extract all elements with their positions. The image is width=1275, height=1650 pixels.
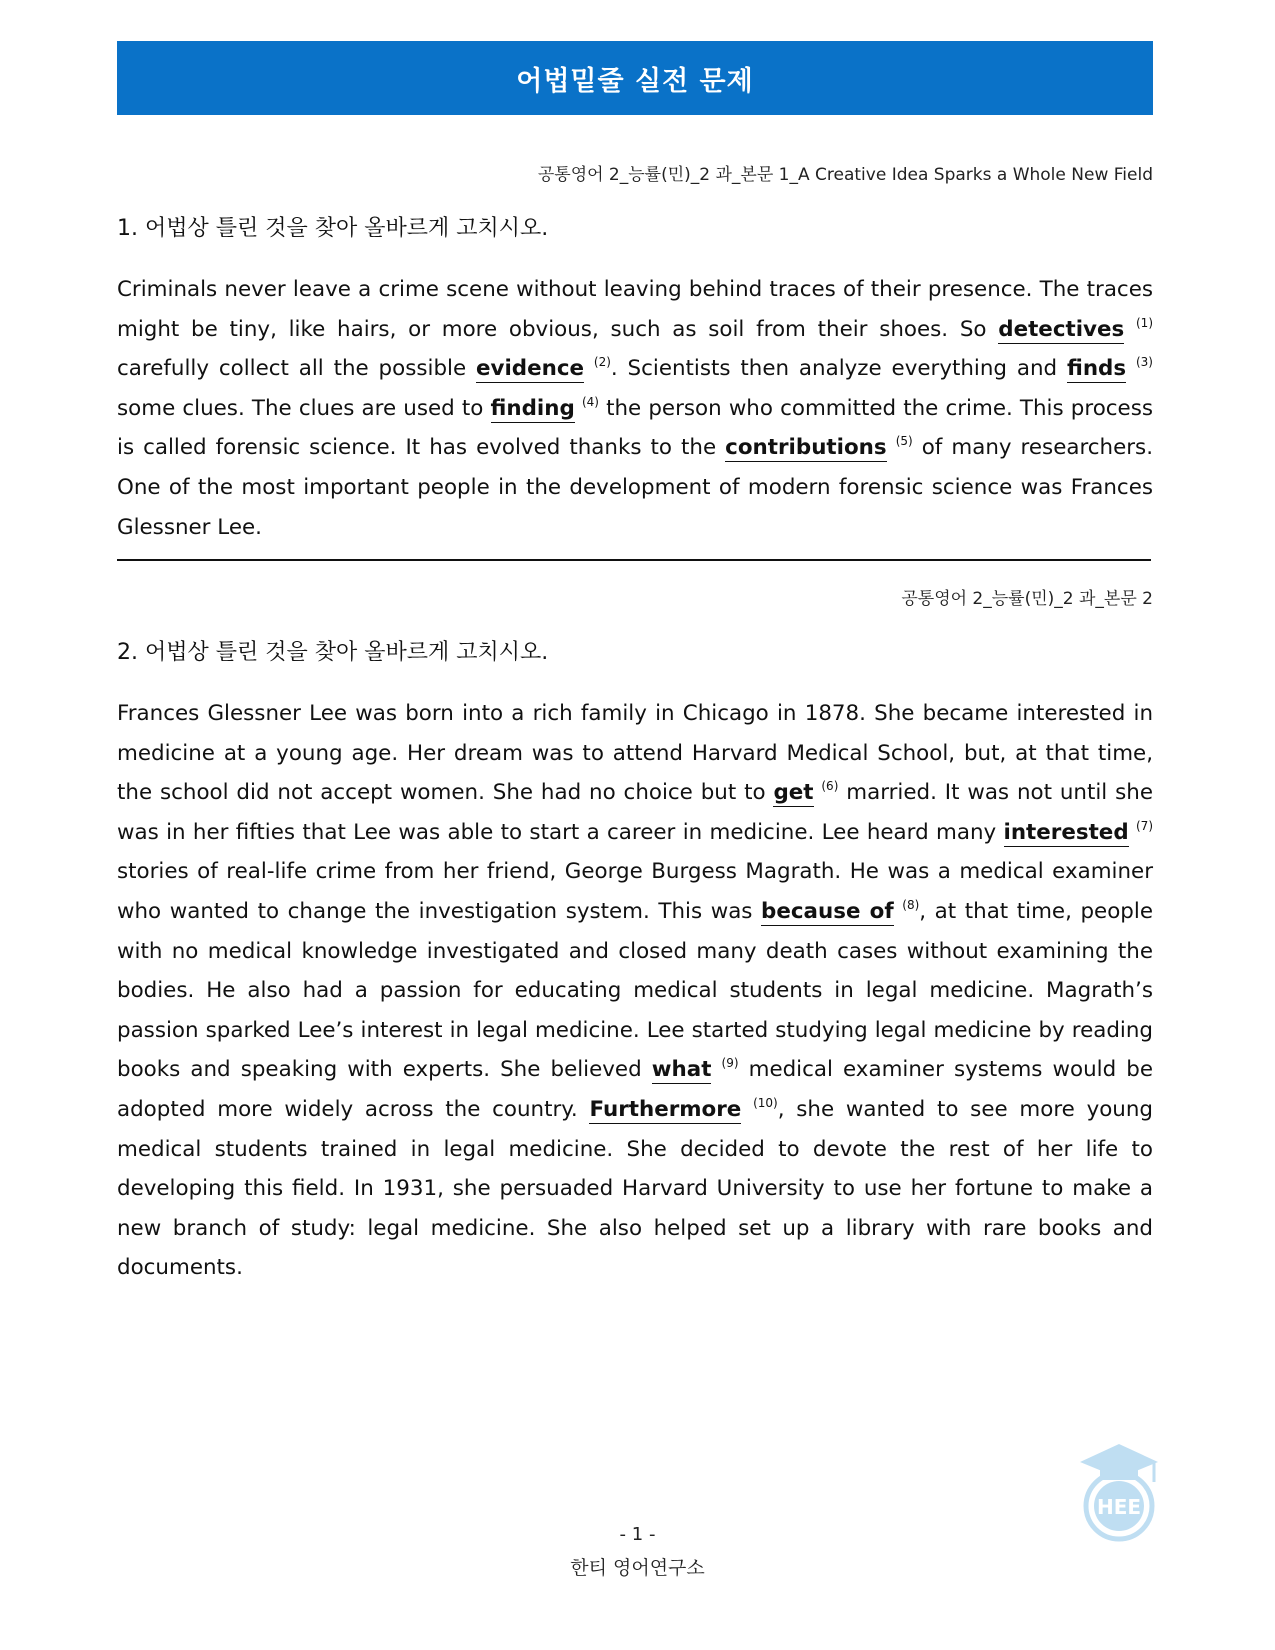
q1-passage (117, 270, 1153, 547)
passage-text: Frances Glessner Lee was born into a rich family in Chicago in 1878. She became interested in medicine at a young age. Her dream was to attend Harvard Medical School, but, at that time, the school did not accept women. She had no choice but to (117, 701, 1153, 806)
passage-text: married. It was not until she was in her fifties that Lee was able to start a career in medicine. Lee heard many (117, 780, 1153, 845)
page-number: - 1 - (619, 1524, 656, 1545)
passage-text: carefully collect all the possible (117, 356, 476, 382)
passage-text: , she wanted to see more young medical students trained in legal medicine. She decided to devote the rest of her life to developing this field. In 1931, she persuaded Harvard University to use her fortune to make a new branch of study: legal medicine. She also helped set up a library with rare books and documents. (117, 1096, 1154, 1281)
underlined-blank-6: get (773, 780, 814, 806)
q2-title: 2. 어법상 틀린 것을 찾아 올바르게 고치시오. (117, 640, 549, 665)
blank-number-2: (2) (593, 355, 611, 370)
underlined-blank-1: detectives (998, 316, 1125, 342)
passage-text: medical examiner systems would be adopted more widely across the country. (117, 1057, 1153, 1122)
blank-number-1: (1) (1136, 315, 1153, 330)
blank-number-8: (8) (902, 897, 920, 912)
underlined-blank-10: Furthermore (589, 1096, 742, 1122)
underlined-blank-7: interested (1003, 819, 1129, 845)
blank-number-10: (10) (753, 1095, 778, 1110)
blank-number-7: (7) (1136, 818, 1153, 833)
passage-text: , at that time, people with no medical knowledge investigated and closed many death cases without examining the bodies. He also had a passion for educating medical students in legal medicine. Magrath’s passion sparked Lee’s interest in legal medicine. Lee started studying legal medicine by reading books and speaking with experts. She believed (117, 898, 1153, 1083)
blank-number-6: (6) (821, 779, 839, 794)
graduation-cap-icon (1080, 1444, 1158, 1482)
passage-text: of many researchers. One of the most important people in the development of modern forensic science was Frances Glessner Lee. (117, 435, 1153, 540)
underlined-blank-2: evidence (476, 356, 585, 382)
q1-source: 공통영어 2_능률(민)_2 과_본문 1_A Creative Idea Sparks a Whole New Field (537, 165, 1153, 185)
passage-text: the person who committed the crime. This process is called forensic science. It has evolved thanks to the (117, 395, 1153, 461)
underlined-blank-8: because of (761, 898, 894, 924)
blank-number-3: (3) (1135, 355, 1153, 370)
q1-title: 1. 어법상 틀린 것을 찾아 올바르게 고치시오. (117, 216, 549, 241)
underlined-blank-9: what (651, 1057, 712, 1083)
blank-number-9: (9) (721, 1056, 739, 1071)
q2-source: 공통영어 2_능률(민)_2 과_본문 2 (901, 589, 1153, 609)
logo-text: HEE (1096, 1495, 1142, 1519)
passage-text: stories of real-life crime from her friend, George Burgess Magrath. He was a medical examiner who wanted to change the investigation system. This was (117, 859, 1153, 924)
underlined-blank-3: finds (1066, 356, 1127, 382)
underlined-blank-4: finding (490, 395, 575, 421)
blank-number-4: (4) (581, 394, 599, 409)
footer-organization: 한티 영어연구소 (570, 1557, 705, 1579)
q2-passage (117, 694, 1153, 1288)
page-title: 어법밑줄 실전 문제 (516, 65, 754, 97)
passage-text: some clues. The clues are used to (117, 395, 491, 421)
passage-text: . Scientists then analyze everything and (610, 356, 1067, 382)
underlined-blank-5: contributions (725, 435, 887, 461)
blank-number-5: (5) (895, 434, 913, 449)
section-divider (117, 559, 1151, 561)
page-title-banner (117, 41, 1153, 115)
passage-text: Criminals never leave a crime scene without leaving behind traces of their presence. The traces might be tiny, like hairs, or more obvious, such as soil from their shoes. So (117, 277, 1153, 342)
